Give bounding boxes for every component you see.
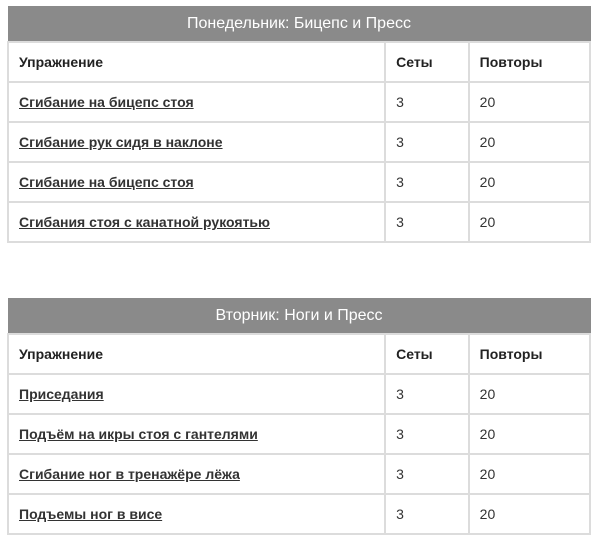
sets-cell: 3: [385, 202, 469, 242]
table-row: [8, 374, 590, 414]
exercise-link[interactable]: Подъём на икры стоя с гантелями: [19, 426, 258, 442]
reps-cell: 20: [469, 82, 590, 122]
reps-cell: 20: [469, 494, 590, 534]
reps-cell: 20: [469, 122, 590, 162]
table-row: [8, 82, 590, 122]
table-row: [8, 162, 590, 202]
exercise-link[interactable]: Сгибание на бицепс стоя: [19, 94, 194, 110]
table-header-row: [8, 334, 590, 374]
exercise-link[interactable]: Сгибания стоя с канатной рукоятью: [19, 214, 270, 230]
reps-cell: 20: [469, 454, 590, 494]
column-header-exercise: Упражнение: [8, 42, 385, 82]
table-title: Вторник: Ноги и Пресс: [8, 299, 590, 335]
column-header-reps: Повторы: [469, 42, 590, 82]
exercise-cell: [8, 414, 385, 454]
exercise-cell: [8, 162, 385, 202]
sets-cell: 3: [385, 122, 469, 162]
exercise-link[interactable]: Подъемы ног в висе: [19, 506, 163, 522]
exercise-link[interactable]: Сгибание ног в тренажёре лёжа: [19, 466, 240, 482]
exercise-cell: [8, 374, 385, 414]
reps-cell: 20: [469, 374, 590, 414]
table-row: [8, 454, 590, 494]
workout-table-monday: [7, 6, 591, 243]
workout-table-tuesday: [7, 298, 591, 535]
exercise-cell: [8, 454, 385, 494]
table-row: [8, 494, 590, 534]
sets-cell: 3: [385, 454, 469, 494]
sets-cell: 3: [385, 414, 469, 454]
sets-cell: 3: [385, 494, 469, 534]
column-header-reps: Повторы: [469, 334, 590, 374]
table-header-row: [8, 42, 590, 82]
sets-cell: 3: [385, 162, 469, 202]
column-header-sets: Сеты: [385, 334, 469, 374]
reps-cell: 20: [469, 162, 590, 202]
sets-cell: 3: [385, 374, 469, 414]
column-header-sets: Сеты: [385, 42, 469, 82]
table-row: [8, 414, 590, 454]
exercise-link[interactable]: Приседания: [19, 386, 104, 402]
table-row: [8, 122, 590, 162]
table-title: Понедельник: Бицепс и Пресс: [8, 7, 590, 43]
exercise-cell: [8, 122, 385, 162]
table-row: [8, 202, 590, 242]
exercise-link[interactable]: Сгибание на бицепс стоя: [19, 174, 194, 190]
exercise-link[interactable]: Сгибание рук сидя в наклоне: [19, 134, 223, 150]
reps-cell: 20: [469, 414, 590, 454]
exercise-cell: [8, 494, 385, 534]
reps-cell: 20: [469, 202, 590, 242]
sets-cell: 3: [385, 82, 469, 122]
column-header-exercise: Упражнение: [8, 334, 385, 374]
exercise-cell: [8, 202, 385, 242]
exercise-cell: [8, 82, 385, 122]
